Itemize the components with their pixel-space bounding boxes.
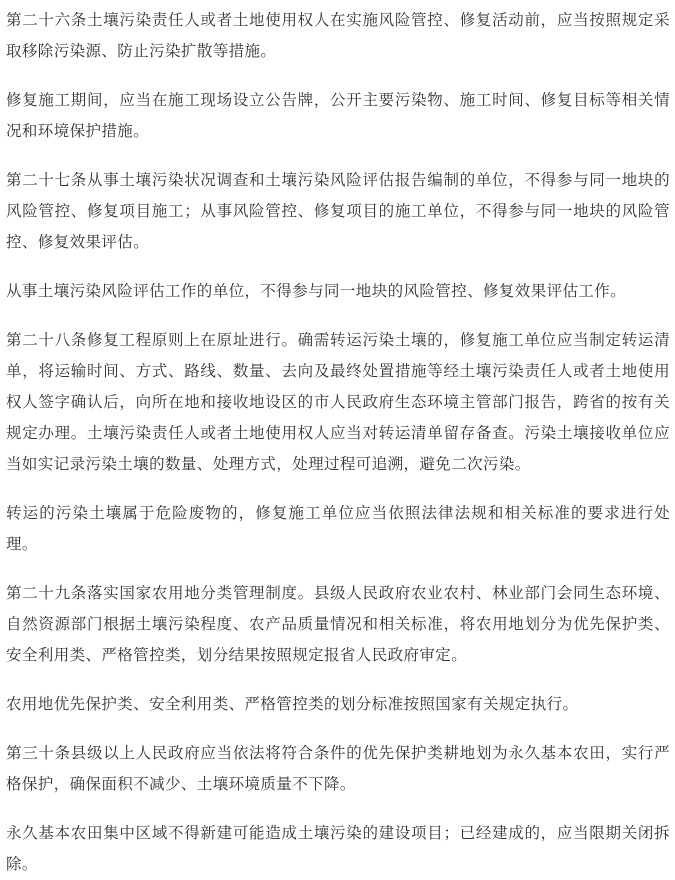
paragraph-article-27-assessment: 从事土壤污染风险评估工作的单位，不得参与同一地块的风险管控、修复效果评估工作。 <box>6 282 627 300</box>
paragraph-article-29: 第二十九条落实国家农用地分类管理制度。县级人民政府农业农村、林业部门会同生态环境、自然资源部门根据土壤污染程度、农产品质量情况和相关标准，将农用地划分为优先保护类、安全利用类、严格管控类，划分结果按照规定报省人民政府审定。 <box>6 584 670 664</box>
article-body <box>6 5 670 880</box>
paragraph-article-28: 第二十八条修复工程原则上在原址进行。确需转运污染土壤的，修复施工单位应当制定转运清单，将运输时间、方式、路线、数量、去向及最终处置措施等经土壤污染责任人或者土地使用权人签字确认后，向所在地和接收地设区的市人民政府生态环境主管部门报告，跨省的按有关规定办理。土壤污染责任人或者土地使用权人应当对转运清单留存备查。污染土壤接收单位应当如实记录污染土壤的数量、处理方式，处理过程可追溯，避免二次污染。 <box>6 331 670 473</box>
paragraph-article-27: 第二十七条从事土壤污染状况调查和土壤污染风险评估报告编制的单位，不得参与同一地块的风险管控、修复项目施工；从事风险管控、修复项目的施工单位，不得参与同一地块的风险管控、修复效果评估。 <box>6 171 670 251</box>
paragraph-article-28-hazardous: 转运的污染土壤属于危险废物的，修复施工单位应当依照法律法规和相关标准的要求进行处理。 <box>6 504 670 553</box>
paragraph-article-29-standards: 农用地优先保护类、安全利用类、严格管控类的划分标准按照国家有关规定执行。 <box>6 695 579 713</box>
paragraph-article-30: 第三十条县级以上人民政府应当依法将符合条件的优先保护类耕地划为永久基本农田，实行严格保护，确保面积不减少、土壤环境质量不下降。 <box>6 744 670 793</box>
paragraph-article-26: 第二十六条土壤污染责任人或者土地使用权人在实施风险管控、修复活动前，应当按照规定采取移除污染源、防止污染扩散等措施。 <box>6 11 670 60</box>
paragraph-article-26-notice: 修复施工期间，应当在施工现场设立公告牌，公开主要污染物、施工时间、修复目标等相关情况和环境保护措施。 <box>6 91 670 140</box>
paragraph-article-30-farmland: 永久基本农田集中区域不得新建可能造成土壤污染的建设项目；已经建成的，应当限期关闭拆除。 <box>6 824 670 873</box>
